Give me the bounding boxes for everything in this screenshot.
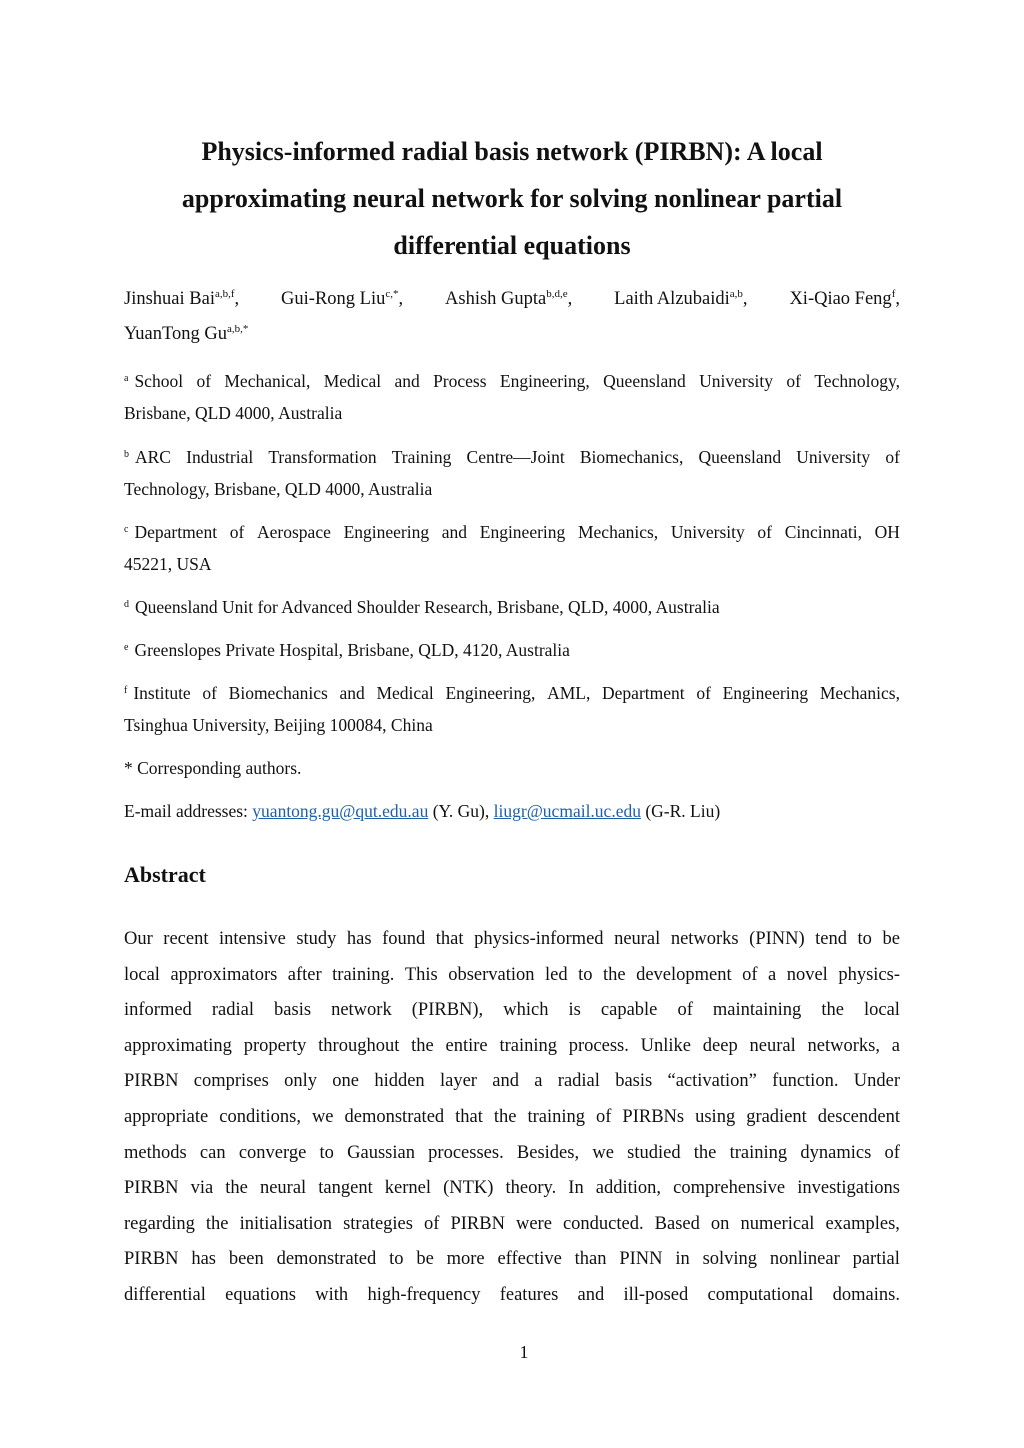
aff-letter: a: [124, 373, 129, 384]
abstract-word: more: [446, 1249, 485, 1270]
abstract-word: of: [742, 964, 758, 985]
abstract-word: maintaining: [712, 1000, 802, 1021]
abstract-word: be: [882, 929, 900, 949]
abstract-line: [124, 1242, 900, 1278]
abstract-word: differential: [124, 1284, 206, 1305]
affiliation-f: [124, 677, 900, 741]
abstract-word: on: [710, 1213, 730, 1234]
abstract-word: equations: [225, 1284, 297, 1305]
abstract-word: initialisation: [239, 1213, 333, 1234]
email-label: E-mail addresses:: [124, 801, 248, 821]
abstract-word: conducted.: [562, 1213, 644, 1234]
aff-word: $^b$ ARC: [124, 447, 171, 467]
aff-letter: c: [124, 524, 129, 535]
aff-word: Engineering,: [499, 371, 590, 391]
abstract-word: to: [578, 964, 593, 985]
aff-letter: d: [124, 599, 129, 610]
abstract-word: PIRBN: [124, 1178, 179, 1199]
abstract-word: to: [389, 1249, 404, 1270]
page-number: 1: [519, 1342, 529, 1362]
aff-word: $^a$ School: [124, 371, 184, 391]
abstract-word: than: [574, 1249, 607, 1270]
abstract-line: [124, 922, 900, 958]
aff-letter: e: [124, 642, 129, 653]
abstract-line: [124, 1064, 900, 1100]
abstract-word: is: [568, 1000, 581, 1021]
abstract-word: local: [863, 1000, 900, 1021]
aff-word: University: [670, 522, 745, 542]
abstract-word: capable: [600, 1000, 658, 1021]
abstract-word: of: [424, 1213, 440, 1234]
aff-word: Biomechanics,: [579, 447, 684, 467]
abstract-heading: Abstract: [124, 862, 206, 887]
abstract-word: domains.: [832, 1284, 900, 1305]
email-link-gu[interactable]: yuantong.gu@qut.edu.au: [252, 801, 429, 821]
abstract-word: strategies: [343, 1213, 413, 1234]
aff-word: Cincinnati,: [784, 522, 862, 542]
aff-word: Mechanical,: [224, 371, 311, 391]
abstract-word: study: [296, 929, 337, 949]
aff-word: Mechanics,: [577, 522, 659, 542]
abstract-word: intensive: [219, 929, 286, 949]
affiliation-b: [124, 441, 900, 505]
abstract-word: PIRBN: [124, 1249, 179, 1270]
abstract-line: [124, 1029, 900, 1065]
abstract-word: PIRBN: [450, 1213, 505, 1234]
abstract-word: comprehensive: [673, 1178, 786, 1199]
abstract-word: (PINN): [749, 929, 805, 949]
email-name: (Y. Gu),: [432, 801, 490, 821]
aff-word: Medical: [376, 683, 434, 703]
title-line: approximating neural network for solving nonlinear partial: [181, 184, 843, 213]
abstract-word: and: [577, 1284, 605, 1305]
abstract-word: conditions,: [219, 1106, 301, 1127]
abstract-word: Besides,: [516, 1142, 580, 1163]
abstract-word: tangent: [318, 1178, 373, 1199]
abstract-word: solving: [702, 1249, 758, 1270]
email-link-liu[interactable]: liugr@ucmail.uc.edu: [493, 801, 641, 821]
abstract-word: which: [503, 1000, 549, 1021]
abstract-word: studied: [627, 1142, 681, 1163]
aff-line: 45221, USA: [124, 554, 212, 574]
aff-word: Engineering: [722, 683, 809, 703]
abstract-word: informed: [124, 1000, 192, 1021]
affiliation-c: [124, 516, 900, 580]
abstract-word: layer: [439, 1071, 477, 1092]
abstract-word: theory.: [505, 1178, 557, 1199]
aff-word: of: [696, 683, 711, 703]
aff-word: Technology,: [814, 371, 900, 391]
corresponding-note: [124, 752, 900, 784]
abstract-word: examples,: [825, 1213, 900, 1234]
abstract-word: descendent: [817, 1106, 900, 1127]
author-list: [124, 282, 900, 352]
abstract-word: and: [492, 1071, 519, 1092]
abstract-word: converge: [238, 1142, 307, 1163]
abstract-word: deep: [702, 1035, 738, 1056]
abstract-word: features: [499, 1284, 559, 1305]
abstract-word: appropriate: [124, 1106, 209, 1127]
abstract-word: found: [382, 929, 426, 949]
abstract-word: via: [190, 1178, 214, 1199]
abstract-line: [124, 1100, 900, 1136]
abstract-body: [124, 922, 900, 1314]
abstract-word: the: [205, 1213, 229, 1234]
abstract-word: neural: [614, 929, 661, 949]
abstract-word: a: [891, 1035, 900, 1056]
abstract-word: This: [404, 964, 438, 985]
abstract-word: observation: [448, 964, 535, 985]
abstract-word: after: [287, 964, 322, 985]
aff-word: Department: [602, 683, 685, 703]
author: Ashish Gupta$^{b,d,e}$,: [445, 288, 573, 309]
aff-word: Engineering,: [445, 683, 536, 703]
abstract-word: approximating: [124, 1035, 232, 1056]
abstract-word: radial: [557, 1071, 600, 1092]
abstract-word: gradient: [746, 1106, 807, 1127]
abstract-line: [124, 993, 900, 1029]
abstract-word: basis: [615, 1071, 653, 1092]
aff-word: OH: [874, 522, 900, 542]
aff-line: Technology, Brisbane, QLD 4000, Australia: [124, 479, 433, 499]
abstract-word: we: [592, 1142, 614, 1163]
abstract-word: only: [284, 1071, 317, 1092]
abstract-word: to: [319, 1142, 334, 1163]
affiliation-e: [124, 634, 900, 666]
abstract-line: [124, 1171, 900, 1207]
abstract-word: be: [416, 1249, 434, 1270]
aff-line: Greenslopes Private Hospital, Brisbane, QLD, 4120, Australia: [134, 640, 570, 660]
abstract-word: were: [515, 1213, 552, 1234]
aff-word: Medical: [323, 371, 382, 391]
abstract-word: computational: [707, 1284, 814, 1305]
abstract-word: PINN: [619, 1249, 663, 1270]
aff-word: Industrial: [186, 447, 254, 467]
aff-words: [124, 365, 900, 397]
paper-title: [124, 128, 900, 269]
aff-word: Aerospace: [257, 522, 331, 542]
aff-line: Queensland Unit for Advanced Shoulder Research, Brisbane, QLD, 4000, Australia: [135, 597, 720, 617]
abstract-word: entire: [445, 1035, 488, 1056]
abstract-word: kernel: [384, 1178, 432, 1199]
aff-word: Transformation: [268, 447, 377, 467]
abstract-word: ill-posed: [623, 1284, 689, 1305]
abstract-word: of: [677, 1000, 693, 1021]
abstract-word: Under: [853, 1071, 900, 1092]
aff-word: and: [394, 371, 420, 391]
abstract-word: nonlinear: [769, 1249, 840, 1270]
abstract-word: has: [191, 1249, 216, 1270]
abstract-word: In: [568, 1178, 584, 1199]
abstract-word: of: [596, 1106, 612, 1127]
abstract-word: Based: [654, 1213, 700, 1234]
abstract-word: radial: [211, 1000, 254, 1021]
abstract-word: training: [527, 1106, 586, 1127]
abstract-word: dynamics: [800, 1142, 872, 1163]
email-addresses: [124, 795, 900, 827]
abstract-word: novel: [786, 964, 828, 985]
abstract-word: regarding: [124, 1213, 195, 1234]
abstract-word: addition,: [595, 1178, 662, 1199]
aff-word: Process: [433, 371, 487, 391]
abstract-word: Gaussian: [347, 1142, 415, 1163]
affiliation-a: [124, 365, 900, 429]
abstract-word: we: [311, 1106, 334, 1127]
aff-word: Queensland: [698, 447, 782, 467]
abstract-word: function.: [772, 1071, 839, 1092]
abstract-word: hidden: [374, 1071, 425, 1092]
abstract-word: methods: [124, 1142, 187, 1163]
aff-word: of: [196, 371, 212, 391]
abstract-word: Our: [124, 929, 153, 949]
aff-line: Tsinghua University, Beijing 100084, China: [124, 715, 433, 735]
abstract-word: one: [332, 1071, 360, 1092]
abstract-word: PIRBN: [124, 1071, 179, 1092]
abstract-word: PIRBNs: [622, 1106, 685, 1127]
abstract-word: the: [602, 964, 626, 985]
abstract-word: tend: [815, 929, 848, 949]
author: YuanTong $Gu^{a,b,*}$: [124, 323, 249, 344]
aff-word: of: [786, 371, 801, 391]
abstract-word: the: [493, 1106, 517, 1127]
abstract-word: with: [315, 1284, 349, 1305]
abstract-word: physics-: [838, 964, 900, 985]
abstract-word: neural: [749, 1035, 796, 1056]
abstract-word: “activation”: [667, 1071, 757, 1092]
aff-word: $^f$ Institute: [124, 683, 191, 703]
author: Gui-Rong Liu$^{c,*}$,: [281, 288, 404, 309]
aff-word: of: [885, 447, 900, 467]
abstract-word: in: [675, 1249, 690, 1270]
affiliation-d: [124, 591, 900, 623]
aff-word: University: [699, 371, 774, 391]
abstract-word: demonstrated: [276, 1249, 377, 1270]
aff-words: [124, 516, 900, 548]
abstract-word: processes.: [428, 1142, 504, 1163]
aff-word: $^c$ Department: [124, 522, 218, 542]
aff-word: of: [229, 522, 245, 542]
abstract-line: [124, 958, 900, 994]
abstract-word: comprises: [193, 1071, 269, 1092]
author: Laith Alzubaidi$^{a,b}$,: [614, 288, 748, 309]
abstract-word: networks,: [807, 1035, 880, 1056]
abstract-word: to: [857, 929, 872, 949]
aff-word: and: [339, 683, 365, 703]
abstract-word: development: [636, 964, 732, 985]
abstract-word: has: [346, 929, 372, 949]
aff-word: AML,: [547, 683, 591, 703]
abstract-word: network: [331, 1000, 392, 1021]
abstract-word: demonstrated: [344, 1106, 445, 1127]
abstract-word: basis: [274, 1000, 312, 1021]
abstract-word: partial: [852, 1249, 900, 1270]
abstract-word: investigations: [797, 1178, 900, 1199]
corresponding-text: * Corresponding authors.: [124, 758, 302, 778]
aff-letter: b: [124, 449, 129, 460]
abstract-word: physics-informed: [474, 929, 604, 949]
abstract-word: of: [884, 1142, 900, 1163]
abstract-word: Unlike: [640, 1035, 692, 1056]
abstract-word: property: [243, 1035, 307, 1056]
abstract-word: recent: [163, 929, 209, 949]
title-line: Physics-informed radial basis network (PIRBN): A local: [201, 137, 823, 166]
author: Jinshuai Bai$^{a,b,f}$,: [124, 288, 240, 309]
abstract-word: led: [545, 964, 568, 985]
aff-words: [124, 441, 900, 473]
abstract-line: [124, 1207, 900, 1243]
abstract-word: a: [534, 1071, 543, 1092]
abstract-word: been: [228, 1249, 264, 1270]
email-name: (G-R. Liu): [645, 801, 721, 821]
aff-word: Queensland: [603, 371, 686, 391]
abstract-word: can: [199, 1142, 226, 1163]
aff-word: Engineering: [479, 522, 566, 542]
abstract-word: neural: [259, 1178, 307, 1199]
aff-word: Centre—Joint: [466, 447, 565, 467]
abstract-word: the: [225, 1178, 248, 1199]
aff-word: Biomechanics: [228, 683, 328, 703]
aff-word: and: [441, 522, 468, 542]
abstract-word: process.: [568, 1035, 629, 1056]
aff-line: Brisbane, QLD 4000, Australia: [124, 403, 343, 423]
abstract-word: effective: [497, 1249, 562, 1270]
abstract-word: training.: [332, 964, 395, 985]
abstract-word: throughout: [318, 1035, 400, 1056]
abstract-word: that: [435, 929, 464, 949]
aff-word: Engineering: [343, 522, 430, 542]
abstract-word: the: [411, 1035, 434, 1056]
abstract-word: the: [693, 1142, 717, 1163]
aff-letter: f: [124, 685, 128, 696]
abstract-word: training: [499, 1035, 557, 1056]
abstract-word: training: [729, 1142, 788, 1163]
aff-word: of: [202, 683, 217, 703]
aff-words: [124, 677, 900, 709]
abstract-word: that: [455, 1106, 483, 1127]
aff-word: Mechanics,: [819, 683, 900, 703]
abstract-word: high-frequency: [367, 1284, 481, 1305]
title-line: differential equations: [393, 231, 631, 260]
abstract-word: approximators: [170, 964, 278, 985]
abstract-line: [124, 1278, 900, 1314]
author: Xi-Qiao Feng$^f$,: [789, 288, 900, 309]
abstract-word: (PIRBN),: [411, 1000, 484, 1021]
aff-word: University: [796, 447, 871, 467]
abstract-word: a: [768, 964, 777, 985]
aff-word: of: [757, 522, 772, 542]
abstract-word: local: [124, 964, 160, 985]
aff-word: Training: [391, 447, 452, 467]
abstract-line: [124, 1136, 900, 1172]
abstract-word: numerical: [740, 1213, 815, 1234]
abstract-word: using: [695, 1106, 736, 1127]
abstract-word: the: [821, 1000, 844, 1021]
abstract-word: (NTK): [443, 1178, 494, 1199]
abstract-word: networks: [670, 929, 739, 949]
